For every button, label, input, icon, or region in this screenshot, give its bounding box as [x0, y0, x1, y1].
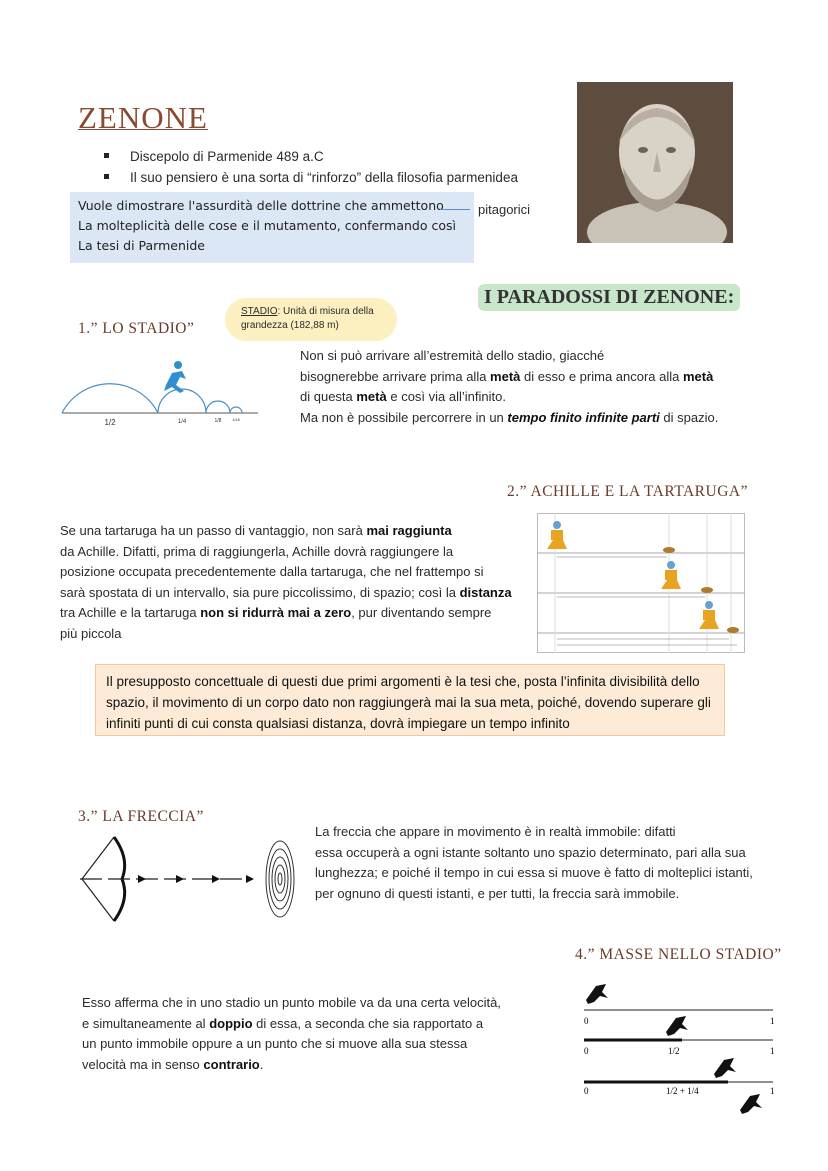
diagram-label: 1: [770, 1086, 775, 1096]
text-line: più piccola: [60, 625, 122, 641]
masse-text: [82, 993, 552, 1075]
text-line: Non si può arrivare all’estremità dello stadio, giacché: [300, 348, 605, 363]
diagram-label: 0: [584, 1046, 589, 1056]
arrow-head-icon: [246, 875, 254, 883]
text-line: e simultaneamente al doppio di essa, a seconda che sia rapportato a: [82, 1015, 484, 1031]
heading-freccia: 3.” LA FRECCIA”: [78, 808, 204, 825]
text-line: tra Achille e la tartaruga non si ridurrà mai a zero, pur diventando sempre: [60, 605, 492, 620]
runner-icon: [666, 1016, 688, 1036]
text-line: posizione occupata precedentemente dalla tartaruga, che nel frattempo si: [60, 564, 484, 579]
diagram-label: 1/4: [177, 419, 187, 425]
text-line: per ognuno di questi istanti, e per tutti, la freccia sarà immobile.: [315, 885, 680, 901]
target-icon: [266, 841, 294, 917]
arrow-target-diagram: [76, 833, 298, 925]
premise-box: Il presupposto concettuale di questi due primi argomenti è la tesi che, posta l’infinita divisibilità dello spazio, il movimento di un corpo dato non raggiungerà mai la sua meta, poiché, dovendo superare gli infiniti punti di cui consta qualsiasi distanza, dovrà impiegare un tempo infinito: [95, 664, 725, 736]
stadio-diagram: [58, 355, 268, 430]
text-line: Esso afferma che in uno stadio un punto mobile va da una certa velocità,: [82, 995, 501, 1010]
diagram-label: 1/16: [232, 417, 240, 422]
text-line: Se una tartaruga ha un passo di vantaggio, non sarà mai raggiunta: [60, 523, 452, 538]
heading-achille: 2.” ACHILLE E LA TARTARUGA”: [507, 483, 748, 500]
diagram-label: 1/2: [104, 418, 116, 427]
diagram-label: 1/2: [668, 1046, 680, 1056]
arrow-head-icon: [212, 875, 220, 883]
diagram-label: 0: [584, 1086, 589, 1096]
text-line: da Achille. Difatti, prima di raggiungerla, Achille dovrà raggiungere la: [60, 543, 454, 559]
text-line: bisognerebbe arrivare prima alla metà di esso e prima ancora alla metà: [300, 368, 714, 384]
note-connector-line: [440, 209, 470, 210]
arrow-head-icon: [176, 875, 184, 883]
diagram-label: 1/2 + 1/4: [666, 1086, 699, 1096]
diagram-label: 0: [584, 1016, 589, 1026]
runner-icon: [164, 361, 186, 393]
text-line: La freccia che appare in movimento è in realtà immobile: difatti: [315, 824, 676, 839]
arc-quarter: [158, 389, 206, 413]
note-side-label: pitagorici: [478, 202, 531, 217]
handwritten-note: [70, 192, 474, 263]
tortoise-icon: [701, 587, 713, 593]
arrow-head-icon: [138, 875, 146, 883]
tortoise-icon: [663, 547, 675, 553]
diagram-label: 1: [770, 1046, 775, 1056]
achille-text: [60, 521, 540, 644]
arc-half: [62, 384, 158, 413]
text-line: essa occuperà a ogni istante soltanto uno spazio determinato, pari alla sua: [315, 844, 746, 860]
page-title: ZENONE: [78, 100, 208, 135]
stadio-term: STADIO: [241, 306, 278, 317]
text-line: lunghezza; e poiché il tempo in cui essa si muove è fatto di molteplici istanti,: [315, 865, 753, 880]
diagram-label: 1/8: [214, 418, 222, 424]
text-line: Ma non è possibile percorrere in un tempo finito infinite parti di spazio.: [300, 409, 719, 425]
tortoise-icon: [727, 627, 739, 633]
bullet-item: Discepolo di Parmenide 489 a.C: [100, 146, 518, 167]
arc-sixteenth: [230, 407, 242, 413]
text-line: velocità ma in senso contrario.: [82, 1056, 264, 1072]
note-line: Vuole dimostrare l'assurdità delle dottrine che ammettono: [78, 198, 444, 213]
heading-masse: 4.” MASSE NELLO STADIO”: [575, 946, 782, 963]
arc-eighth: [206, 401, 230, 413]
text-line: sarà spostata di un intervallo, sia pure piccolissimo, di spazio; così la distanza: [60, 584, 512, 600]
masse-diagram: [578, 980, 783, 1120]
stadio-text: [300, 346, 780, 428]
stadio-definition: : Unità di misura della grandezza (182,88 m): [241, 306, 374, 331]
heading-stadio: 1.” LO STADIO”: [78, 320, 195, 337]
text-line: di questa metà e così via all’infinito.: [300, 389, 506, 404]
note-line: La tesi di Parmenide: [78, 238, 205, 253]
achille-diagram: [537, 513, 745, 653]
text-line: un punto immobile oppure a un punto che si muove alla sua stessa: [82, 1036, 468, 1051]
section-title: I PARADOSSI DI ZENONE:: [478, 284, 740, 311]
freccia-text: [315, 822, 795, 904]
note-line: La molteplicità delle cose e il mutamento, confermando così: [78, 218, 456, 233]
zeno-bust-image: [577, 82, 733, 243]
runner-icon: [714, 1058, 736, 1078]
intro-bullets: [100, 146, 518, 188]
diagram-label: 1: [770, 1016, 775, 1026]
bullet-item: Il suo pensiero è una sorta di “rinforzo” della filosofia parmenidea: [100, 167, 518, 188]
runner-icon: [740, 1094, 762, 1114]
runner-icon: [586, 984, 608, 1004]
stadio-definition-badge: [225, 298, 397, 341]
